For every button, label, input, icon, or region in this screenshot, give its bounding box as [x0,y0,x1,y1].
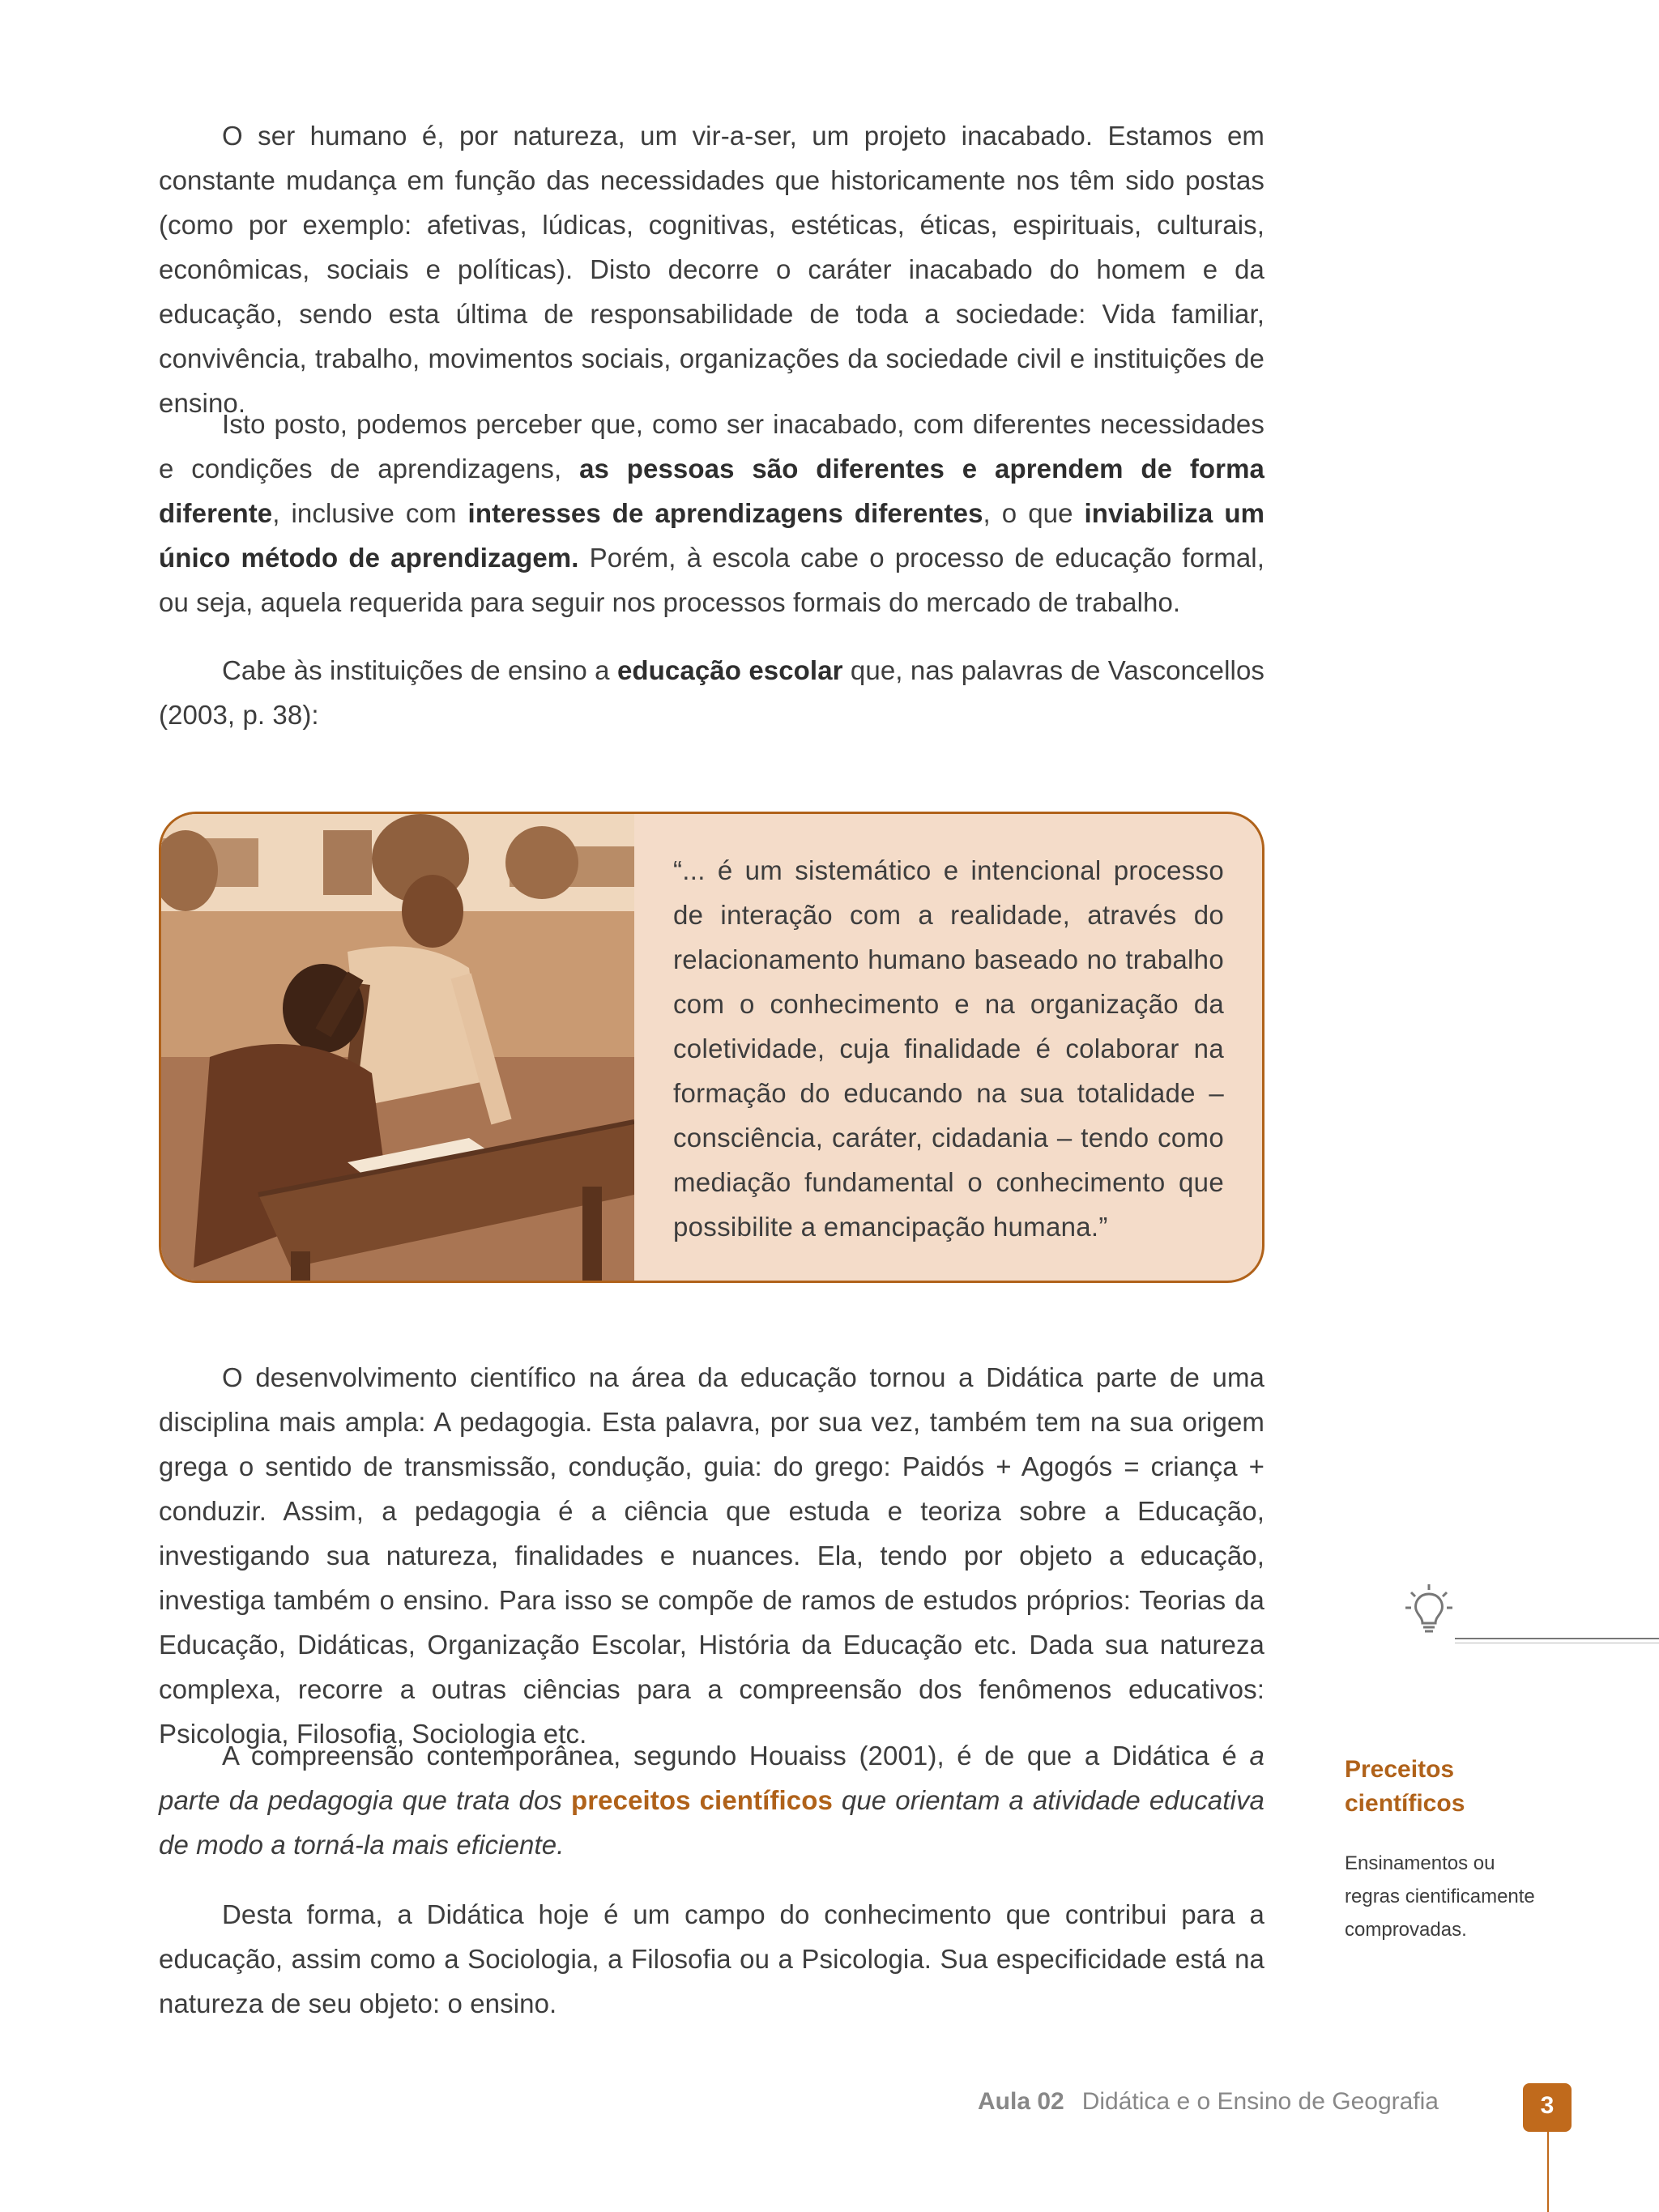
quote-box [159,812,1265,1283]
quote-text: “... é um sistemático e intencional processo de interação com a realidade, através do relacionamento humano baseado no trabalho com o conhecimento e na organização da coletividade, cuja finalidade é colaborar na formação do educando na sua totalidade – consciência, caráter, cidadania – tendo como mediação fundamental o conhecimento que possibilite a emancipação humana.” [673,855,1224,1242]
students-photo [161,814,634,1281]
paragraph-2 [159,402,1265,624]
paragraph-text [159,648,1265,737]
text-span: , inclusive com [272,498,468,528]
text-span: Isto posto, podemos perceber que, como ser inacabado, com diferentes necessidades e condições de aprendizagens, [159,409,1265,484]
lesson-label: Aula 02 [978,2088,1064,2115]
bold-span: educação escolar [616,655,843,685]
bold-span: inviabiliza um único método de aprendizagem. [159,498,1265,573]
paragraph-1 [159,113,1265,425]
paragraph-text [159,402,1265,624]
page-number: 3 [1523,2083,1572,2132]
glossary-term: preceitos científicos [570,1785,833,1815]
paragraph-text: Desta forma, a Didática hoje é um campo do conhecimento que contribui para a educação, assim como a Sociologia, a Filosofia ou a Psicologia. Sua especificidade está na natureza de seu objeto: o ensino. [159,1899,1265,2018]
text-span: A compreensão contemporânea, segundo Houaiss (2001), é de que a Didática é [222,1741,1250,1771]
paragraph-5 [159,1733,1265,1867]
paragraph-text: O desenvolvimento científico na área da educação tornou a Didática parte de uma disciplina mais ampla: A pedagogia. Esta palavra, por sua vez, também tem na sua origem grega o sentido de transmissão, condução, guia: do grego: Paidós + Agogós = criança + conduzir. Assim, a pedagogia é a ciência que estuda e teoriza sobre a Educação, investigando sua natureza, finalidades e nuances. Ela, tendo por objeto a educação, investiga também o ensino. Para isso se compõe de ramos de estudos próprios: Teorias da Educação, Didáticas, Organização Escolar, História da Educação etc. Dada sua natureza complexa, recorre a outras ciências para a compreensão dos fenômenos educativos: Psicologia, Filosofia, Sociologia etc. [159,1362,1265,1749]
paragraph-text [159,1733,1265,1867]
paragraph-3 [159,648,1265,737]
paragraph-6 [159,1892,1265,2026]
italic-span: que orientam a atividade educativa de modo a torná-la mais eficiente. [159,1785,1265,1860]
text-span: , o que [983,498,1085,528]
text-span: Cabe às instituições de ensino a [222,655,617,685]
bold-span: interesses de aprendizagens diferentes [467,498,983,528]
text-span: que, nas palavras de Vasconcellos (2003, p. 38): [159,655,1265,730]
text-span: Porém, à escola cabe o processo de educação formal, ou seja, aquela requerida para seguir nos processos formais do mercado de trabalho. [159,543,1265,617]
page-footer [978,2088,1439,2116]
paragraph-text: O ser humano é, por natureza, um vir-a-ser, um projeto inacabado. Estamos em constante mudança em função das necessidades que historicamente nos têm sido postas (como por exemplo: afetivas, lúdicas, cognitivas, estéticas, éticas, espirituais, culturais, econômicas, sociais e políticas). Disto decorre o caráter inacabado do homem e da educação, sendo esta última de responsabilidade de toda a sociedade: Vida familiar, convivência, trabalho, movimentos sociais, organizações da sociedade civil e instituições de ensino. [159,121,1265,418]
paragraph-4 [159,1355,1265,1756]
lightbulb-icon [1405,1583,1453,1639]
page-number-line [1547,2132,1549,2212]
italic-span: a parte da pedagogia que trata dos [159,1741,1265,1815]
glossary-title: Preceitos científicos [1345,1756,1465,1817]
sidebar-divider [1455,1638,1659,1639]
glossary-definition: Ensinamentos ou regras cientificamente comprovadas. [1345,1852,1535,1941]
course-title: Didática e o Ensino de Geografia [1081,2088,1439,2115]
bold-span: as pessoas são diferentes e aprendem de forma diferente [159,454,1265,528]
